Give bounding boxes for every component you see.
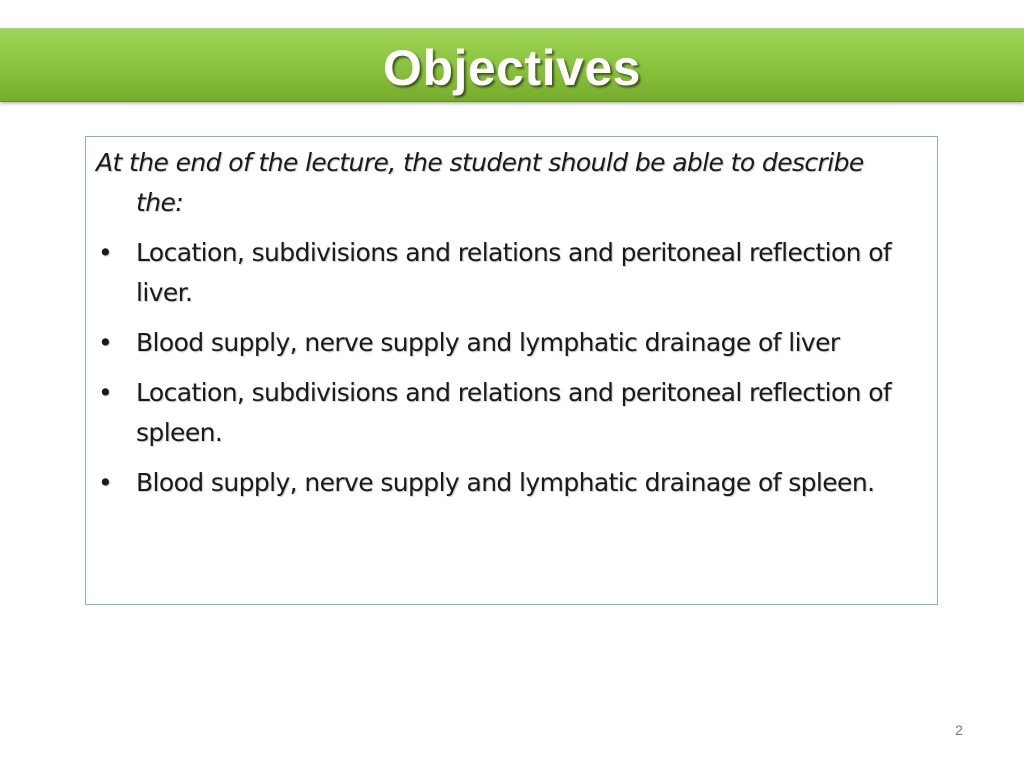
title-bar bbox=[0, 28, 1024, 102]
list-item bbox=[96, 233, 916, 313]
bullet-icon: • bbox=[98, 378, 113, 407]
slide-title: Objectives bbox=[383, 40, 641, 96]
bullet-icon: • bbox=[98, 328, 113, 357]
page-number: 2 bbox=[955, 722, 963, 738]
list-item bbox=[96, 323, 916, 363]
objectives-content bbox=[96, 143, 916, 513]
intro-text: At the end of the lecture, the student should be able to describe the: bbox=[96, 148, 864, 217]
bullet-icon: • bbox=[98, 468, 113, 497]
list-item-text: Location, subdivisions and relations and peritoneal reflection of liver. bbox=[136, 238, 892, 307]
list-item bbox=[96, 373, 916, 453]
bullet-icon: • bbox=[98, 238, 113, 267]
list-item bbox=[96, 463, 916, 503]
list-item-text: Blood supply, nerve supply and lymphatic drainage of liver bbox=[136, 328, 840, 357]
objectives-box bbox=[85, 136, 938, 605]
list-item-text: Blood supply, nerve supply and lymphatic drainage of spleen. bbox=[136, 468, 875, 497]
list-item-text: Location, subdivisions and relations and peritoneal reflection of spleen. bbox=[136, 378, 892, 447]
